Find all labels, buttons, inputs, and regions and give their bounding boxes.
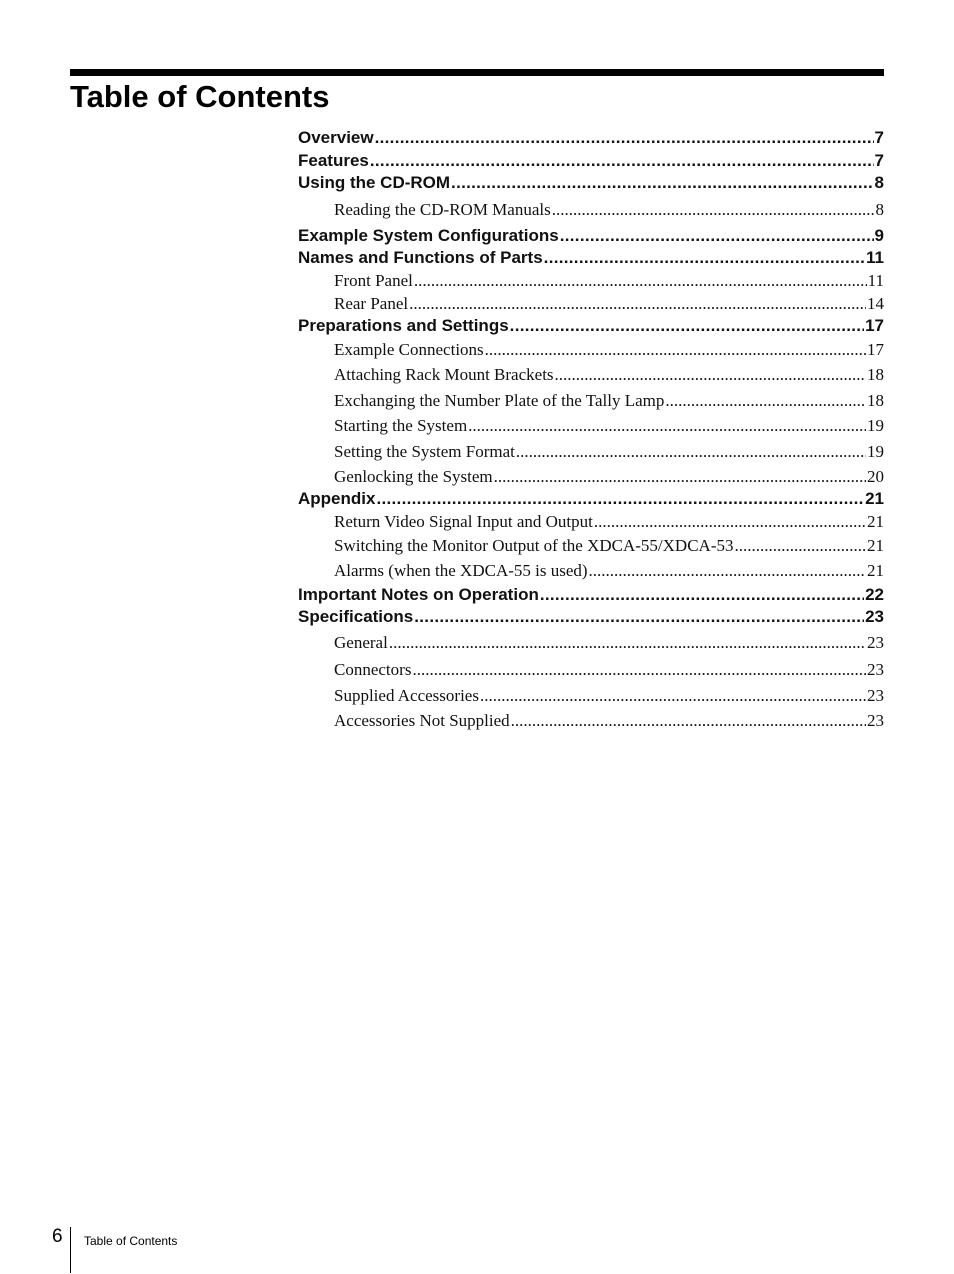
dot-leader [516, 439, 866, 465]
toc-entry-label: Example System Configurations [298, 225, 559, 245]
dot-leader [409, 293, 866, 316]
dot-leader [451, 172, 873, 195]
toc-entry-label: Names and Functions of Parts [298, 248, 543, 268]
dot-leader [552, 195, 875, 225]
dot-leader [414, 606, 864, 629]
toc-entry-label: Starting the System [334, 416, 468, 436]
toc-entry-page: 11 [866, 248, 884, 268]
toc-entry-page: 9 [874, 225, 884, 245]
dot-leader [412, 657, 866, 683]
toc-entry-page: 23 [865, 607, 884, 627]
toc-entry-page: 19 [867, 416, 884, 436]
toc-entry-page: 21 [867, 511, 884, 531]
toc-entry-features[interactable] [298, 150, 884, 173]
toc-entry-overview[interactable] [298, 127, 884, 150]
toc-entry-page: 8 [874, 173, 884, 193]
toc-entry-label: Front Panel [334, 270, 413, 290]
toc-entry-page: 23 [867, 632, 884, 652]
toc-subentry-example-connections[interactable] [298, 338, 884, 362]
toc-entry-page: 21 [865, 489, 884, 509]
toc-entry-page: 20 [867, 467, 884, 487]
toc-entry-label: Important Notes on Operation [298, 584, 539, 604]
toc-subentry-accessories-not-supplied[interactable] [298, 708, 884, 734]
toc-subentry-starting-system[interactable] [298, 413, 884, 439]
footer-divider [70, 1227, 71, 1273]
toc-subentry-return-video-signal[interactable] [298, 511, 884, 534]
toc-entry-label: Supplied Accessories [334, 685, 479, 705]
toc-entry-page: 17 [867, 339, 884, 359]
toc-subentry-rear-panel[interactable] [298, 293, 884, 316]
toc-entry-page: 14 [867, 293, 884, 313]
toc-subentry-general[interactable] [298, 629, 884, 657]
toc-entry-label: Connectors [334, 659, 412, 679]
dot-leader [376, 488, 864, 511]
toc-subentry-front-panel[interactable] [298, 270, 884, 293]
toc-entry-appendix[interactable] [298, 488, 884, 511]
toc-subentry-supplied-accessories[interactable] [298, 683, 884, 709]
toc-entry-label: Overview [298, 128, 374, 147]
dot-leader [480, 683, 866, 709]
toc-subentry-alarms[interactable] [298, 559, 884, 584]
toc-entry-example-system-configurations[interactable] [298, 225, 884, 248]
toc-entry-label: Example Connections [334, 339, 484, 359]
toc-entry-label: Using the CD-ROM [298, 173, 451, 193]
toc-entry-page: 21 [867, 561, 884, 581]
dot-leader [510, 315, 864, 338]
page-title: Table of Contents [70, 79, 330, 114]
toc-entry-names-functions-parts[interactable] [298, 247, 884, 270]
dot-leader [468, 413, 866, 439]
dot-leader [494, 465, 866, 488]
toc-subentry-switching-monitor-output[interactable] [298, 533, 884, 559]
toc-entry-label: Appendix [298, 489, 376, 509]
toc-subentry-setting-system-format[interactable] [298, 439, 884, 465]
dot-leader [544, 247, 865, 270]
dot-leader [589, 559, 866, 584]
toc-entry-label: General [334, 632, 388, 652]
toc-entry-label: Reading the CD-ROM Manuals [334, 199, 551, 219]
toc-entry-important-notes[interactable] [298, 584, 884, 607]
toc-entry-page: 23 [867, 659, 884, 679]
toc-entry-page: 11 [867, 270, 884, 290]
title-rule [70, 69, 884, 76]
toc-entry-page: 23 [867, 711, 884, 731]
toc-entry-page: 7 [874, 128, 884, 147]
toc-entry-label: Features [298, 150, 369, 170]
toc-entry-label: Attaching Rack Mount Brackets [334, 364, 554, 384]
dot-leader [414, 270, 867, 293]
toc-entry-label: Return Video Signal Input and Output [334, 511, 593, 531]
dot-leader [375, 127, 874, 150]
toc-entry-specifications[interactable] [298, 606, 884, 629]
toc-entry-label: Exchanging the Number Plate of the Tally Lamp [334, 390, 665, 410]
dot-leader [540, 584, 864, 607]
dot-leader [389, 629, 866, 657]
dot-leader [511, 708, 866, 734]
toc-entry-page: 17 [865, 316, 884, 336]
toc-entry-using-cd-rom[interactable] [298, 172, 884, 195]
dot-leader [370, 150, 874, 173]
dot-leader [485, 338, 866, 362]
toc-entry-preparations-settings[interactable] [298, 315, 884, 338]
toc-subentry-reading-cd-rom-manuals[interactable] [298, 195, 884, 225]
toc-entry-page: 21 [867, 536, 884, 556]
toc-entry-label: Genlocking the System [334, 467, 493, 487]
toc-entry-page: 23 [867, 685, 884, 705]
toc-entry-label: Switching the Monitor Output of the XDCA-55/XDCA-53 [334, 536, 734, 556]
toc-subentry-genlocking-system[interactable] [298, 465, 884, 488]
dot-leader [665, 388, 866, 414]
dot-leader [560, 225, 874, 248]
dot-leader [734, 533, 866, 559]
toc-entry-page: 18 [867, 390, 884, 410]
toc-entry-label: Preparations and Settings [298, 316, 509, 336]
toc-entry-page: 19 [867, 442, 884, 462]
toc-subentry-connectors[interactable] [298, 657, 884, 683]
toc-entry-page: 22 [865, 584, 884, 604]
toc-entry-label: Rear Panel [334, 293, 409, 313]
dot-leader [555, 362, 866, 388]
toc-entry-label: Specifications [298, 607, 414, 627]
toc-entry-page: 7 [874, 150, 884, 170]
toc-entry-page: 18 [867, 364, 884, 384]
footer-section-label: Table of Contents [84, 1234, 178, 1248]
toc-entry-label: Accessories Not Supplied [334, 711, 510, 731]
table-of-contents [298, 127, 884, 734]
toc-entry-page: 8 [875, 199, 884, 219]
toc-entry-label: Alarms (when the XDCA-55 is used) [334, 561, 588, 581]
toc-entry-label: Setting the System Format [334, 442, 515, 462]
toc-subentry-attaching-rack-mount-brackets[interactable] [298, 362, 884, 388]
footer-page-number: 6 [52, 1226, 63, 1247]
toc-subentry-exchanging-number-plate[interactable] [298, 388, 884, 414]
dot-leader [594, 511, 866, 534]
